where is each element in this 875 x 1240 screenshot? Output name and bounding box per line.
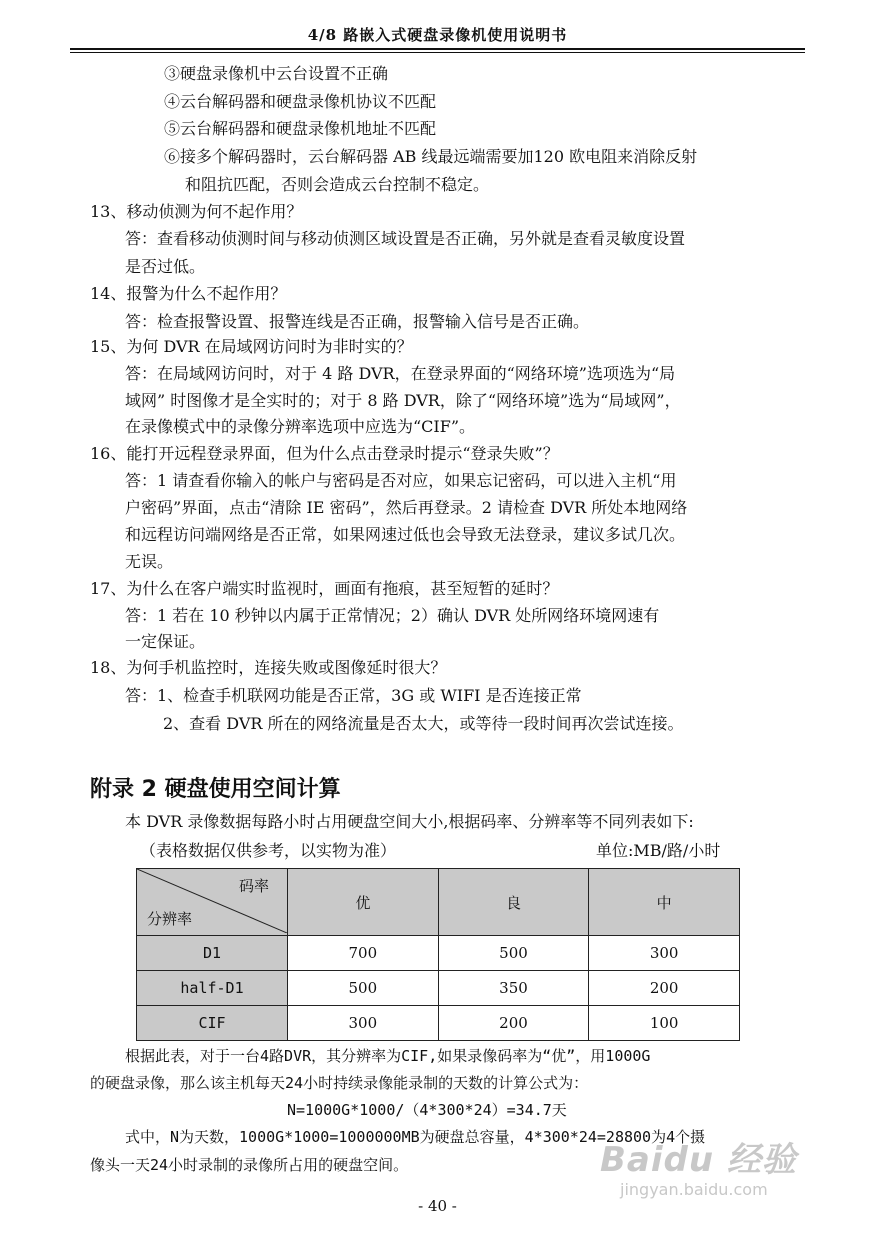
faq-answer: 无误。 (125, 552, 174, 571)
faq-answer: 户密码”界面，点击“清除 IE 密码”，然后再登录。2 请检查 DVR 所处本地网络 (125, 498, 688, 517)
faq-answer: 答：1 请查看你输入的帐户与密码是否对应，如果忘记密码，可以进入主机“用 (125, 471, 677, 490)
table-header-row (137, 869, 740, 936)
paragraph-line: 根据此表，对于一台4路DVR，其分辨率为CIF,如果录像码率为“优”，用1000G (125, 1047, 651, 1065)
faq-line: ⑥接多个解码器时，云台解码器 AB 线最远端需要加120 欧电阻来消除反射 (164, 147, 698, 166)
section-title: 附录 2 硬盘使用空间计算 (90, 777, 341, 802)
header-rule-thin (70, 52, 805, 53)
column-header: 良 (438, 869, 589, 936)
faq-line: ③硬盘录像机中云台设置不正确 (164, 64, 389, 83)
row-label: half-D1 (137, 971, 288, 1006)
row-label: CIF (137, 1006, 288, 1041)
watermark-logo: Baidu 经验 (600, 1140, 797, 1180)
row-label: D1 (137, 936, 288, 971)
faq-line: ④云台解码器和硬盘录像机协议不匹配 (164, 92, 437, 111)
column-header: 中 (589, 869, 740, 936)
table-note: （表格数据仅供参考，以实物为准） (140, 841, 397, 860)
table-row (137, 936, 740, 971)
appendix-intro: 本 DVR 录像数据每路小时占用硬盘空间大小,根据码率、分辨率等不同列表如下: (125, 812, 694, 831)
table-row (137, 1006, 740, 1041)
page-header-title: 4/8 路嵌入式硬盘录像机使用说明书 (307, 26, 568, 44)
table-cell: 350 (438, 971, 589, 1006)
corner-label-bitrate: 码率 (238, 877, 269, 895)
faq-answer: 答：1 若在 10 秒钟以内属于正常情况；2）确认 DVR 处所网络环境网速有 (125, 606, 660, 625)
table-cell: 700 (288, 936, 439, 971)
faq-answer: 和远程访问端网络是否正常，如果网速过低也会导致无法登录，建议多试几次。 (125, 525, 686, 544)
faq-answer: 答：检查报警设置、报警连线是否正确，报警输入信号是否正确。 (125, 312, 590, 331)
faq-question: 13、移动侦测为何不起作用？ (90, 202, 303, 221)
paragraph-line: 式中，N为天数，1000G*1000=1000000MB为硬盘总容量，4*300*24=28800为4个摄 (125, 1128, 706, 1146)
faq-answer: 答：1、检查手机联网功能是否正常，3G 或 WIFI 是否连接正常 (125, 686, 582, 705)
table-cell: 500 (288, 971, 439, 1006)
faq-answer: 答：查看移动侦测时间与移动侦测区域设置是否正确，另外就是查看灵敏度设置 (125, 229, 686, 248)
faq-question: 16、能打开远程登录界面，但为什么点击登录时提示“登录失败”？ (90, 444, 559, 463)
faq-question: 14、报警为什么不起作用？ (90, 284, 287, 303)
column-header: 优 (288, 869, 439, 936)
faq-line: 和阻抗匹配，否则会造成云台控制不稳定。 (185, 175, 490, 194)
paragraph-line: 的硬盘录像，那么该主机每天24小时持续录像能录制的天数的计算公式为： (90, 1074, 589, 1092)
table-unit: 单位:MB/路/小时 (596, 841, 721, 860)
watermark-url: jingyan.baidu.com (620, 1180, 768, 1199)
table-cell: 300 (288, 1006, 439, 1041)
watermark (600, 1132, 850, 1212)
table-cell: 100 (589, 1006, 740, 1041)
faq-question: 17、为什么在客户端实时监视时，画面有拖痕，甚至短暂的延时？ (90, 579, 559, 598)
faq-question: 15、为何 DVR 在局域网访问时为非时实的？ (90, 337, 413, 356)
faq-answer: 在录像模式中的录像分辨率选项中应选为“CIF”。 (125, 417, 476, 436)
faq-answer: 2、查看 DVR 所在的网络流量是否太大，或等待一段时间再次尝试连接。 (163, 714, 684, 733)
faq-answer: 域网” 时图像才是全实时的；对于 8 路 DVR，除了“网络环境”选为“局域网”， (125, 391, 681, 410)
storage-table (136, 868, 740, 1041)
table-cell: 200 (438, 1006, 589, 1041)
table-row (137, 971, 740, 1006)
table-cell: 500 (438, 936, 589, 971)
faq-answer: 答：在局域网访问时，对于 4 路 DVR，在登录界面的“网络环境”选项选为“局 (125, 364, 676, 383)
faq-answer: 是否过低。 (125, 257, 206, 276)
table-corner-cell (137, 869, 288, 936)
faq-line: ⑤云台解码器和硬盘录像机地址不匹配 (164, 119, 437, 138)
faq-answer: 一定保证。 (125, 632, 206, 651)
table-cell: 200 (589, 971, 740, 1006)
header-rule (70, 48, 805, 50)
faq-question: 18、为何手机监控时，连接失败或图像延时很大？ (90, 658, 447, 677)
page-number: - 40 - (418, 1197, 457, 1215)
formula: N=1000G*1000/（4*300*24）=34.7天 (287, 1101, 567, 1119)
table-cell: 300 (589, 936, 740, 971)
paragraph-line: 像头一天24小时录制的录像所占用的硬盘空间。 (90, 1156, 409, 1174)
corner-label-resolution: 分辨率 (147, 910, 193, 928)
